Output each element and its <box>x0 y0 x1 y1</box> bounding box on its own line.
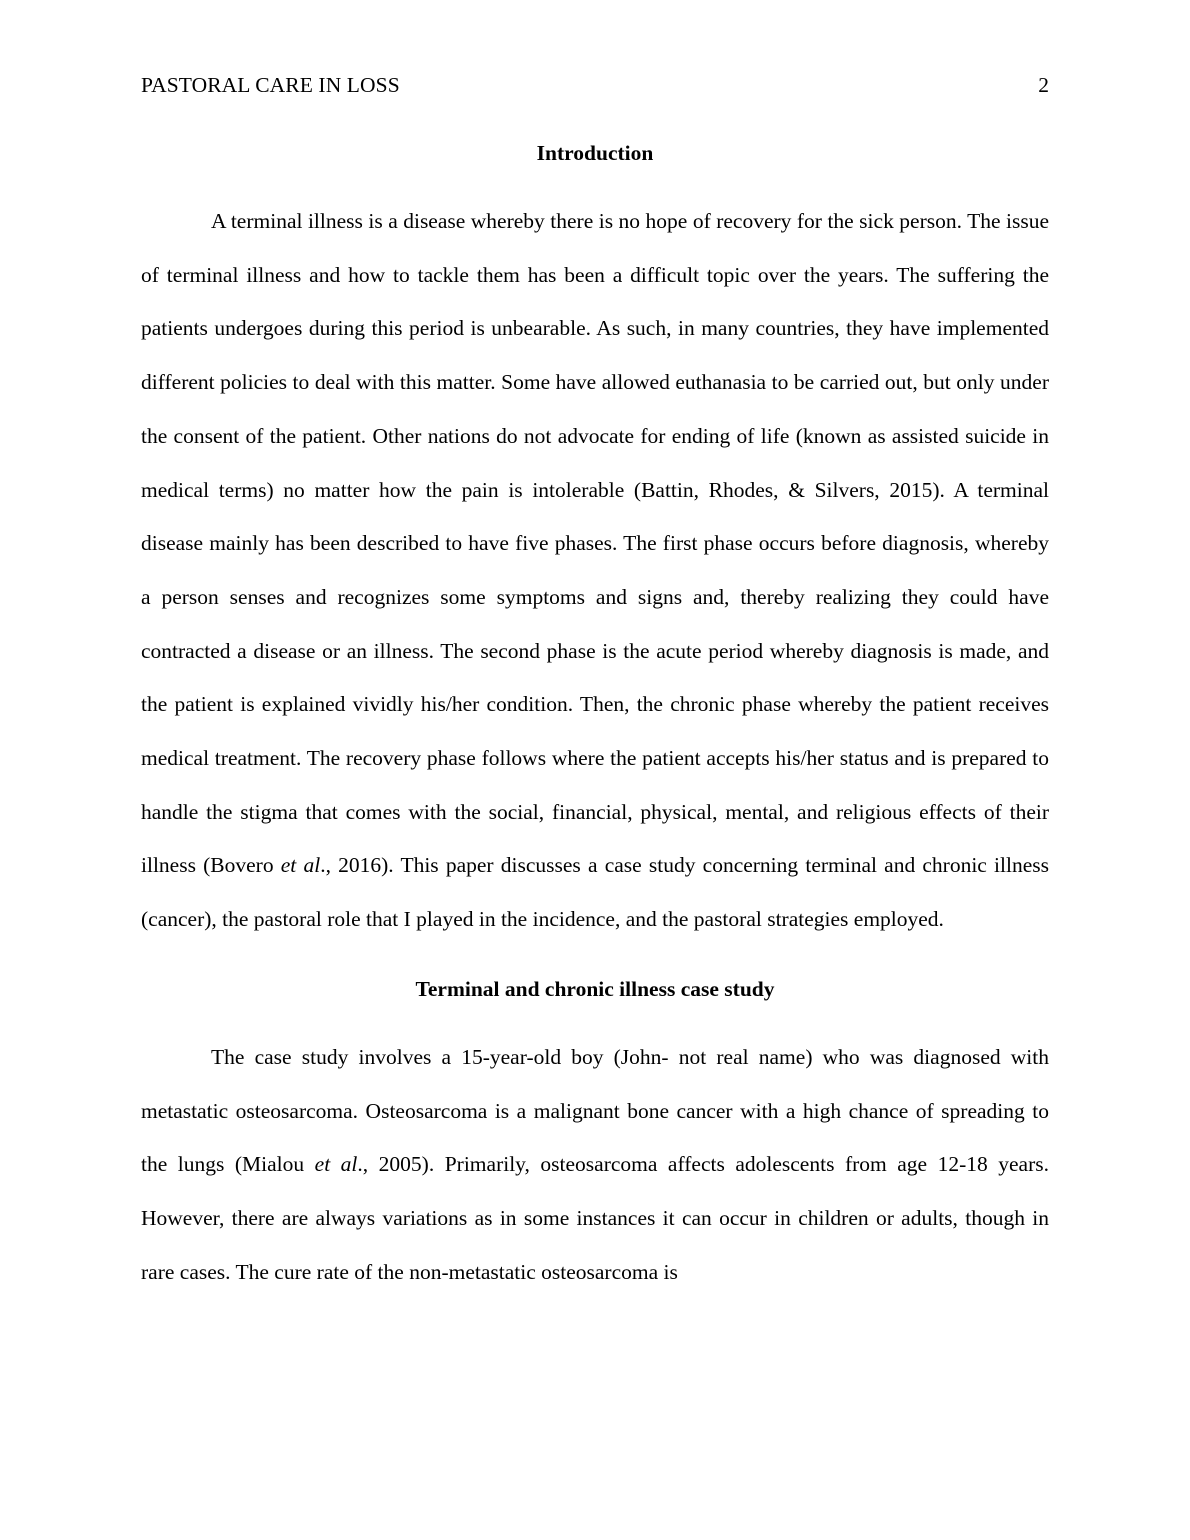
introduction-paragraph <box>141 195 1049 947</box>
case-study-text-1: The case study involves a 15-year-old boy (John- not real name) who was diagnosed with metastatic osteosarcoma. Osteosarcoma is a malignant bone cancer with a high chance of spreading to the lungs (Mialou <box>141 1044 1049 1177</box>
running-head: PASTORAL CARE IN LOSS <box>141 73 400 97</box>
page-header <box>141 71 1049 99</box>
case-study-italic: et al <box>314 1152 358 1177</box>
case-study-text-2: ., 2005). Primarily, osteosarcoma affects adolescents from age 12-18 years. However, there are always variations as in some instances it can occur in children or adults, though in rare cases. The cure rate of the non-metastatic osteosarcoma is <box>141 1152 1049 1284</box>
case-study-paragraph <box>141 1031 1049 1300</box>
document-body <box>141 126 1049 1299</box>
introduction-heading: Introduction <box>536 141 654 165</box>
page-number: 2 <box>1038 73 1049 97</box>
introduction-text-2: ., 2016). This paper discusses a case study concerning terminal and chronic illness (cancer), the pastoral role that I played in the incidence, and the pastoral strategies employed. <box>141 853 1049 932</box>
introduction-italic: et al <box>280 853 321 878</box>
introduction-text-1: A terminal illness is a disease whereby there is no hope of recovery for the sick person. The issue of terminal illness and how to tackle them has been a difficult topic over the years. The suffering the patients undergoes during this period is unbearable. As such, in many countries, they have implemented different policies to deal with this matter. Some have allowed euthanasia to be carried out, but only under the consent of the patient. Other nations do not advocate for ending of life (known as assisted suicide in medical terms) no matter how the pain is intolerable (Battin, Rhodes, & Silvers, 2015). A terminal disease mainly has been described to have five phases. The first phase occurs before diagnosis, whereby a person senses and recognizes some symptoms and signs and, thereby realizing they could have contracted a disease or an illness. The second phase is the acute period whereby diagnosis is made, and the patient is explained vividly his/her condition. Then, the chronic phase whereby the patient receives medical treatment. The recovery phase follows where the patient accepts his/her status and is prepared to handle the stigma that comes with the social, financial, physical, mental, and religious effects of their illness (Bovero <box>141 209 1049 878</box>
case-study-heading: Terminal and chronic illness case study <box>415 976 775 1001</box>
